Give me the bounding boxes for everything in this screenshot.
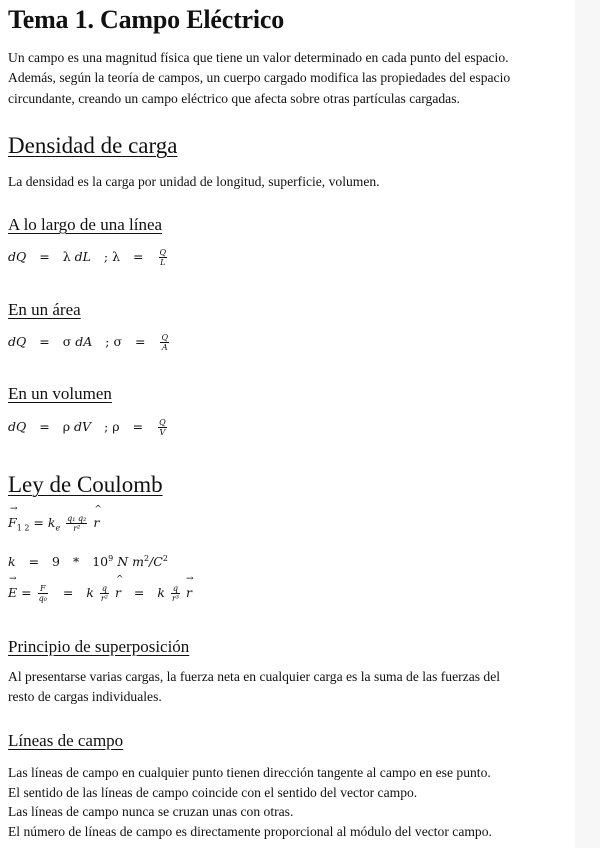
text-line: Las líneas de campo nunca se cruzan unas con otras. <box>8 804 294 819</box>
vector-arrow-icon: → <box>10 504 18 514</box>
formula-term: /C <box>149 554 163 570</box>
formula-term: σ <box>62 334 72 349</box>
text-line: Al presentarse varias cargas, la fuerza neta en cualquier carga es la suma de las fuerzas del <box>8 669 501 684</box>
text-line: Las líneas de campo en cualquier punto tienen dirección tangente al campo en ese punto. <box>8 765 491 780</box>
fraction-denominator: r³ <box>171 594 179 603</box>
formula-subscript: 1 2 <box>16 523 30 533</box>
hat-icon: ^ <box>115 575 124 585</box>
formula-term: ρ <box>62 419 71 434</box>
formula-term: k <box>157 585 165 600</box>
formula-term: k <box>47 515 56 530</box>
formula-term: = <box>132 419 144 434</box>
formula-term: N m <box>117 554 144 570</box>
section-heading-densidad: Densidad de carga <box>8 133 178 158</box>
intro-paragraph <box>8 48 568 109</box>
formula-term: = <box>39 334 50 349</box>
fraction-numerator: q₁ q₂ <box>67 514 87 523</box>
formula-term: dL <box>74 249 91 264</box>
page-title: Tema 1. Campo Eléctrico <box>8 5 285 34</box>
formula-term: = <box>33 515 44 530</box>
fraction <box>171 584 180 603</box>
formula-term: dA <box>75 334 93 349</box>
formula-term: = <box>134 334 146 349</box>
formula-term: E <box>8 585 18 600</box>
formula-term: F <box>8 515 17 530</box>
fraction <box>160 333 169 352</box>
vector-term <box>8 574 18 600</box>
formula-term: λ <box>112 249 121 264</box>
vector-arrow-icon: → <box>9 574 17 584</box>
formula-term: ; <box>103 249 109 264</box>
intro-line: circundante, creando un campo eléctrico que afecta sobre otras partículas cargadas. <box>8 90 460 106</box>
densidad-text: La densidad es la carga por unidad de longitud, superficie, volumen. <box>8 174 380 189</box>
fraction-denominator: A <box>161 343 168 352</box>
formula-term: = <box>62 585 74 600</box>
intro-line: Además, según la teoría de campos, un cuerpo cargado modifica las propiedades del espacio <box>8 70 511 86</box>
formula-term: ρ <box>112 419 120 434</box>
formula-volumen <box>8 418 169 437</box>
vector-term <box>185 574 194 600</box>
formula-term: r <box>185 585 192 600</box>
formula-term: dV <box>74 419 92 434</box>
formula-term: ; <box>105 334 110 349</box>
fraction-numerator: q <box>172 584 179 593</box>
formula-term: dQ <box>8 334 27 349</box>
formula-term: = <box>133 249 144 264</box>
fraction <box>38 584 48 603</box>
formula-term: σ <box>113 334 122 349</box>
formula-term: = <box>21 585 32 600</box>
formula-term: dQ <box>8 249 27 264</box>
unit-vector-term <box>93 505 102 530</box>
unit-vector-term <box>114 575 124 600</box>
subheading-volumen: En un volumen <box>8 384 112 403</box>
formula-term: λ <box>62 249 71 264</box>
formula-coulomb-constant <box>8 554 168 569</box>
text-line: El sentido de las líneas de campo coincide con el sentido del vector campo. <box>8 784 418 800</box>
vector-term <box>8 504 18 530</box>
text-line: resto de cargas individuales. <box>8 689 162 705</box>
formula-coulomb-force <box>8 504 102 533</box>
formula-term: k <box>8 554 16 570</box>
formula-exponent: 2 <box>143 554 150 563</box>
formula-subscript: e <box>55 523 61 533</box>
formula-term: * <box>72 554 80 570</box>
page-margin <box>575 0 600 848</box>
fraction-numerator: Q <box>159 248 167 257</box>
fraction-denominator: L <box>160 258 166 267</box>
fraction-numerator: q <box>101 584 107 593</box>
subheading-area: En un área <box>8 300 81 319</box>
formula-term: r <box>93 515 100 530</box>
subheading-linea: A lo largo de una línea <box>8 215 163 234</box>
formula-electric-field <box>8 574 194 603</box>
formula-exponent: 2 <box>162 554 168 563</box>
formula-term: dQ <box>8 419 27 434</box>
fraction-denominator: r² <box>73 524 81 533</box>
formula-term: = <box>39 419 50 434</box>
fraction-denominator: r² <box>100 594 108 603</box>
formula-term: = <box>133 585 145 600</box>
hat-icon: ^ <box>94 505 102 515</box>
formula-term: ; <box>104 419 109 434</box>
superposicion-text <box>8 667 568 708</box>
fraction-numerator: Q <box>159 418 166 427</box>
formula-term: = <box>39 249 50 264</box>
lineas-text <box>8 763 568 841</box>
section-heading-coulomb: Ley de Coulomb <box>8 472 163 497</box>
subheading-lineas: Líneas de campo <box>8 731 124 750</box>
subheading-superposicion: Principio de superposición <box>8 637 190 656</box>
fraction <box>100 584 109 603</box>
fraction <box>159 248 168 267</box>
fraction-denominator: q₀ <box>38 594 47 603</box>
formula-term: = <box>28 554 40 570</box>
text-line: El número de líneas de campo es directamente proporcional al módulo del vector campo. <box>8 823 492 839</box>
fraction-numerator: F <box>38 584 48 594</box>
formula-exponent: 9 <box>108 554 114 563</box>
fraction <box>158 418 167 437</box>
intro-line: Un campo es una magnitud física que tiene un valor determinado en cada punto del espacio. <box>8 50 509 65</box>
fraction-numerator: Q <box>161 333 169 342</box>
vector-arrow-icon: → <box>185 574 194 584</box>
fraction-denominator: V <box>159 428 166 437</box>
fraction <box>66 514 87 533</box>
formula-term: k <box>86 585 94 600</box>
formula-term: 10 <box>92 554 109 570</box>
formula-linea <box>8 248 169 267</box>
formula-term: r <box>114 585 121 600</box>
formula-term: 9 <box>52 554 60 570</box>
formula-area <box>8 333 171 352</box>
